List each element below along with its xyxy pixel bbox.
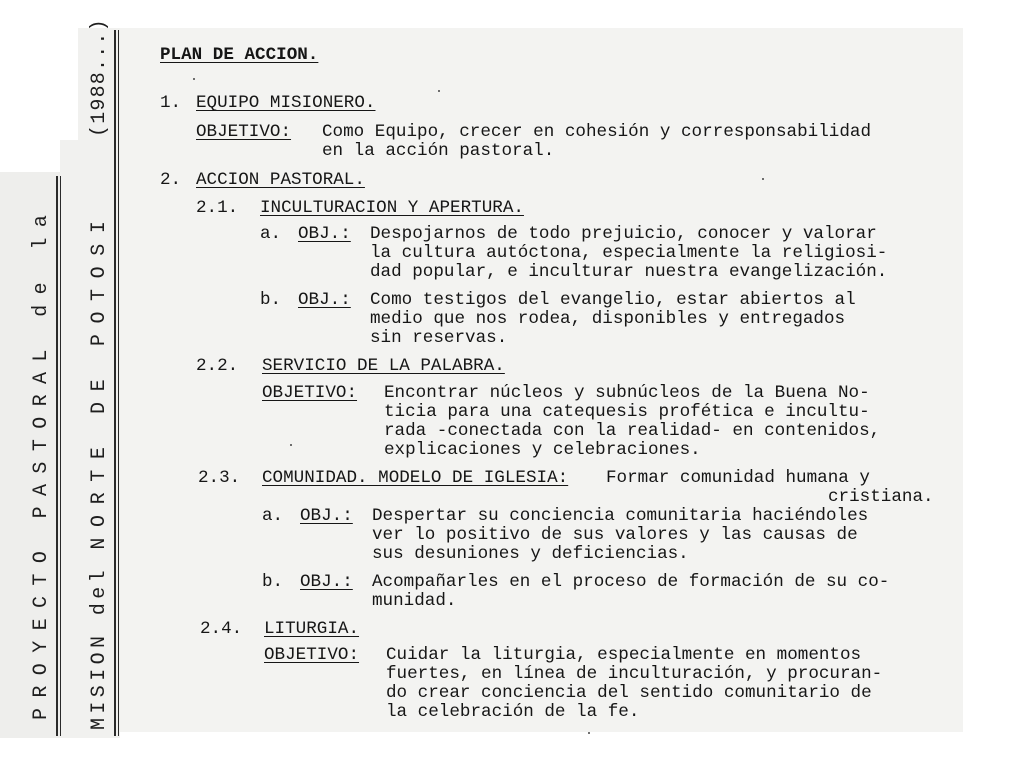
divider-rule bbox=[56, 176, 58, 736]
divider-rule bbox=[60, 176, 62, 736]
objective-text: Como Equipo, crecer en cohesión y corresponsabilidad bbox=[322, 122, 872, 142]
objective-text: explicaciones y celebraciones. bbox=[384, 440, 701, 460]
side-title-mision bbox=[88, 211, 111, 730]
objective-text: sus desuniones y deficiencias. bbox=[372, 544, 689, 564]
objective-text: medio que nos rodea, disponibles y entregados bbox=[370, 309, 846, 329]
scan-speck bbox=[588, 732, 590, 734]
subsection-heading: LITURGIA. bbox=[264, 619, 360, 639]
objective-text: Como testigos del evangelio, estar abiertos al bbox=[370, 290, 856, 310]
objective-label: OBJ.: bbox=[300, 506, 353, 526]
objective-text: Encontrar núcleos y subnúcleos de la Buena No- bbox=[384, 383, 870, 403]
objective-label: OBJETIVO: bbox=[196, 122, 292, 142]
divider-rule bbox=[114, 30, 116, 736]
subsection-heading: COMUNIDAD. MODELO DE IGLESIA: bbox=[262, 468, 569, 488]
item-marker: b. bbox=[260, 290, 282, 310]
objective-text: sin reservas. bbox=[370, 328, 508, 348]
objective-text: en la acción pastoral. bbox=[322, 141, 555, 161]
item-marker: a. bbox=[262, 506, 284, 526]
objective-label: OBJ.: bbox=[300, 572, 353, 592]
subsection-number: 2.1. bbox=[196, 198, 239, 218]
item-marker: b. bbox=[262, 572, 284, 592]
objective-text: la cultura autóctona, especialmente la religiosi- bbox=[370, 243, 888, 263]
objective-text: rada -conectada con la realidad- en contenidos, bbox=[384, 421, 881, 441]
item-marker: a. bbox=[260, 224, 282, 244]
scan-speck bbox=[290, 444, 292, 446]
objective-text: Despojarnos de todo prejuicio, conocer y valorar bbox=[370, 224, 877, 244]
plan-title: PLAN DE ACCION. bbox=[160, 45, 319, 65]
section-number: 1. bbox=[160, 93, 182, 113]
scan-speck bbox=[762, 178, 764, 180]
side-title-proyecto: PROYECTO PASTORAL de la bbox=[30, 204, 53, 720]
objective-text: la celebración de la fe. bbox=[386, 702, 640, 722]
objective-text: fuertes, en línea de inculturación, y procuran- bbox=[386, 664, 883, 684]
objective-label: OBJ.: bbox=[298, 224, 351, 244]
objective-text: ver lo positivo de sus valores y las causas de bbox=[372, 525, 858, 545]
objective-text: munidad. bbox=[372, 591, 457, 611]
objective-label: OBJETIVO: bbox=[262, 383, 358, 403]
objective-text: Cuidar la liturgia, especialmente en momentos bbox=[386, 645, 862, 665]
section-heading: ACCION PASTORAL. bbox=[196, 170, 365, 190]
objective-text: Acompañarles en el proceso de formación de su co- bbox=[372, 572, 890, 592]
divider-rule bbox=[118, 30, 120, 736]
section-number: 2. bbox=[160, 170, 182, 190]
objective-text: do crear conciencia del sentido comunitario de bbox=[386, 683, 872, 703]
subsection-number: 2.4. bbox=[200, 619, 243, 639]
subsection-heading-text: Formar comunidad humana y bbox=[606, 468, 870, 488]
subsection-number: 2.2. bbox=[196, 356, 239, 376]
side-title-mision-b: NORTE DE POTOSI bbox=[88, 210, 111, 550]
objective-label: OBJETIVO: bbox=[264, 645, 360, 665]
scan-speck bbox=[193, 78, 195, 80]
objective-text: dad popular, e inculturar nuestra evangelización. bbox=[370, 262, 888, 282]
section-heading: EQUIPO MISIONERO. bbox=[196, 93, 376, 113]
subsection-heading: SERVICIO DE LA PALABRA. bbox=[262, 356, 505, 376]
scan-speck bbox=[438, 90, 440, 92]
side-title-year: (1988...) bbox=[88, 18, 111, 137]
objective-text: ticia para una catequesis profética e incultu- bbox=[384, 402, 870, 422]
objective-text: Despertar su conciencia comunitaria haciéndoles bbox=[372, 506, 869, 526]
side-title-mision-a: MISION del bbox=[88, 549, 111, 730]
subsection-number: 2.3. bbox=[198, 468, 241, 488]
subsection-heading: INCULTURACION Y APERTURA. bbox=[260, 198, 524, 218]
subsection-heading-text: cristiana. bbox=[828, 487, 934, 507]
objective-label: OBJ.: bbox=[298, 290, 351, 310]
